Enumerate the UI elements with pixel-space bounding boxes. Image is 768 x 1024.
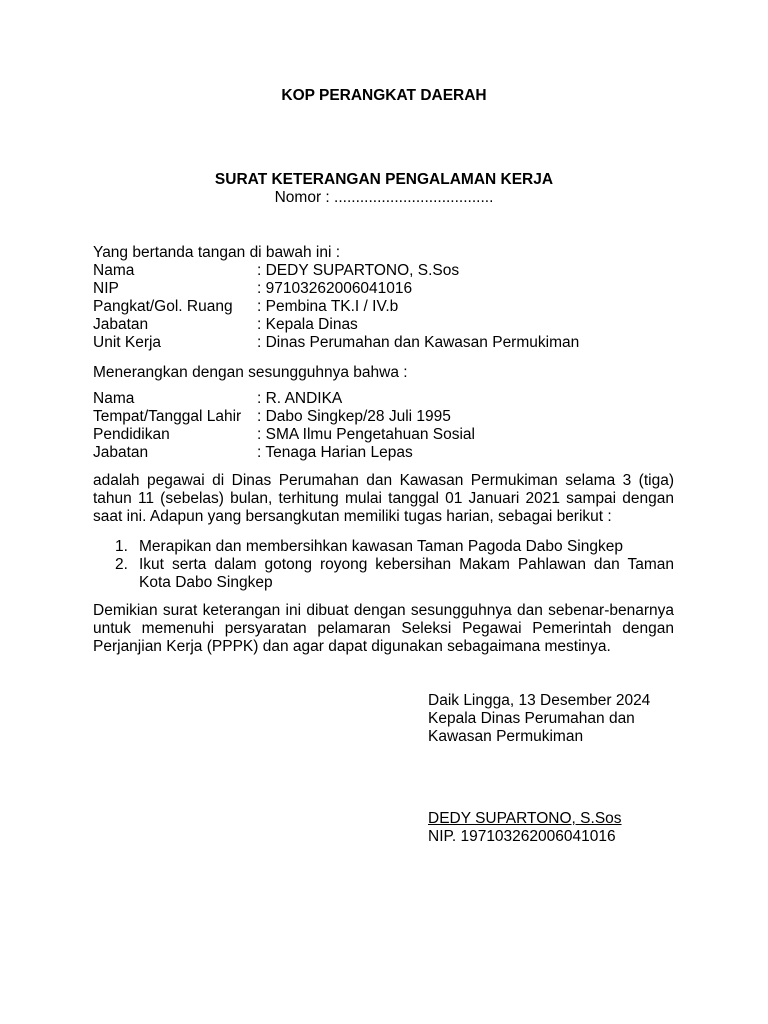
signature-place-date: Daik Lingga, 13 Desember 2024	[428, 692, 651, 709]
field-value: : Pembina TK.I / IV.b	[257, 298, 399, 315]
signer-nip-row	[93, 280, 683, 298]
list-item	[93, 556, 674, 592]
letter-title: SURAT KETERANGAN PENGALAMAN KERJA	[214, 171, 554, 188]
field-value: : 97103262006041016	[257, 280, 413, 297]
signer-unit-row	[93, 334, 683, 352]
signature-position-line1: Kepala Dinas Perumahan dan	[428, 710, 635, 727]
field-label: Pendidikan	[93, 426, 170, 443]
field-label: Unit Kerja	[93, 334, 162, 351]
field-label: NIP	[93, 280, 119, 297]
letter-number: Nomor : .....................................	[274, 189, 494, 206]
signer-name-row	[93, 262, 683, 280]
field-value: : R. ANDIKA	[257, 390, 343, 407]
list-number: 2.	[115, 556, 128, 573]
intro-text: Yang bertanda tangan di bawah ini :	[93, 244, 341, 261]
signer-rank-row	[93, 298, 683, 316]
body-paragraph: adalah pegawai di Dinas Perumahan dan Kawasan Permukiman selama 3 (tiga) tahun 11 (sebelas) bulan, terhitung mulai tanggal 01 Januari 2021 sampai dengan saat ini. Adapun yang bersangkutan memiliki tugas harian, sebagai berikut :	[93, 472, 674, 525]
field-value: : Dabo Singkep/28 Juli 1995	[257, 408, 451, 425]
field-label: Nama	[93, 262, 135, 279]
signature-nip: NIP. 197103262006041016	[428, 828, 616, 845]
field-label: Tempat/Tanggal Lahir	[93, 408, 242, 425]
field-value: : Tenaga Harian Lepas	[257, 444, 413, 461]
employee-education-row	[93, 426, 683, 444]
field-label: Nama	[93, 390, 135, 407]
duties-list	[93, 538, 674, 592]
field-value: : DEDY SUPARTONO, S.Sos	[257, 262, 460, 279]
list-item	[93, 538, 674, 556]
employee-birth-row	[93, 408, 683, 426]
signature-position-line2: Kawasan Permukiman	[428, 728, 584, 745]
employee-position-row	[93, 444, 683, 462]
field-value: : SMA Ilmu Pengetahuan Sosial	[257, 426, 475, 443]
list-text: Ikut serta dalam gotong royong kebersihan Makam Pahlawan dan Taman Kota Dabo Singkep	[139, 556, 674, 591]
list-number: 1.	[115, 538, 128, 555]
kop-title: KOP PERANGKAT DAERAH	[281, 87, 487, 104]
field-label: Jabatan	[93, 316, 149, 333]
field-label: Pangkat/Gol. Ruang	[93, 298, 233, 315]
employee-name-row	[93, 390, 683, 408]
closing-paragraph: Demikian surat keterangan ini dibuat dengan sesungguhnya dan sebenar-benarnya untuk memenuhi persyaratan pelamaran Seleksi Pegawai Pemerintah dengan Perjanjian Kerja (PPPK) dan agar dapat digunakan sebagaimana mestinya.	[93, 602, 674, 655]
field-value: : Dinas Perumahan dan Kawasan Permukiman	[257, 334, 580, 351]
field-label: Jabatan	[93, 444, 149, 461]
statement-intro: Menerangkan dengan sesungguhnya bahwa :	[93, 364, 408, 381]
signature-name: DEDY SUPARTONO, S.Sos	[428, 810, 622, 827]
signer-position-row	[93, 316, 683, 334]
field-value: : Kepala Dinas	[257, 316, 358, 333]
list-text: Merapikan dan membersihkan kawasan Taman Pagoda Dabo Singkep	[139, 538, 623, 555]
